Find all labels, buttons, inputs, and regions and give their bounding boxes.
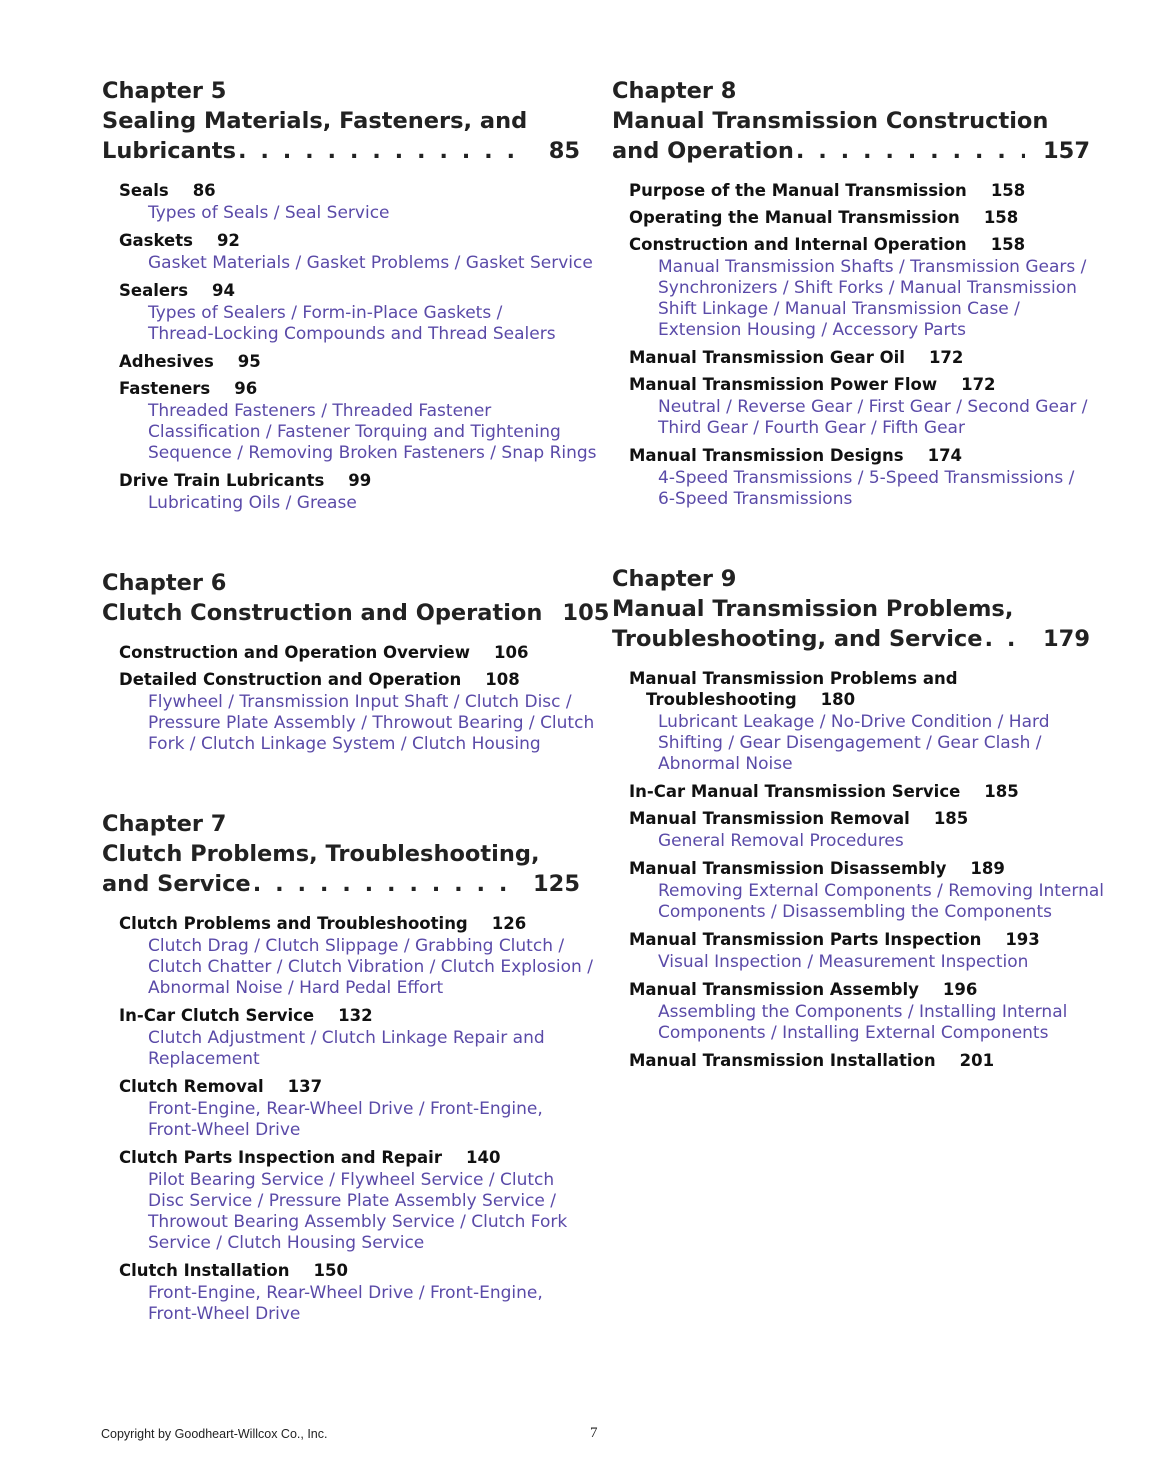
section-page-number: 95 [237, 352, 261, 371]
section-title: Sealers [119, 281, 189, 300]
section-heading[interactable] [119, 470, 580, 491]
section-page-number: 189 [970, 859, 1005, 878]
chapter-number: Chapter 7 [102, 811, 227, 837]
subtopic-list [119, 1028, 580, 1070]
chapter-title-line: Lubricants [102, 138, 236, 164]
section-page-number: 172 [928, 348, 964, 367]
section-page-number: 137 [287, 1077, 323, 1096]
subtopic-line[interactable]: Shift Linkage / Manual Transmission Case / [658, 299, 1020, 319]
section-entry [119, 280, 580, 345]
section-page-number: 196 [942, 980, 978, 999]
dot-leader [983, 624, 1026, 654]
section-entry [119, 1005, 580, 1070]
section-list [612, 180, 1090, 510]
subtopic-line[interactable]: 4-Speed Transmissions / 5-Speed Transmissions / [658, 468, 1075, 488]
section-title: Fasteners [119, 379, 211, 398]
section-entry [119, 1260, 580, 1325]
section-page-number: 108 [485, 670, 520, 689]
section-title: In-Car Manual Transmission Service [629, 782, 961, 801]
chapter-title-line: Manual Transmission Problems, [612, 596, 1014, 622]
chapter-entry [102, 809, 593, 1325]
section-heading[interactable] [119, 230, 580, 251]
section-entry [629, 347, 1090, 368]
section-title: Adhesives [119, 352, 214, 371]
section-page-number: 94 [212, 281, 235, 300]
section-page-number: 172 [961, 375, 996, 394]
section-heading[interactable] [119, 378, 580, 399]
section-entry [119, 642, 580, 663]
chapter-title-leader-line[interactable] [102, 136, 580, 166]
chapter-entry [102, 76, 597, 514]
subtopic-list [119, 1170, 580, 1254]
section-title: In-Car Clutch Service [119, 1006, 315, 1025]
chapter-title-leader-line[interactable] [612, 624, 1090, 654]
section-entry [119, 230, 593, 274]
section-title: Clutch Installation [119, 1261, 290, 1280]
dot-leader [236, 136, 531, 166]
section-entry [119, 180, 580, 224]
section-entry [629, 858, 1104, 923]
chapter-page-number: 125 [533, 871, 580, 897]
section-heading[interactable] [119, 913, 580, 934]
subtopic-line[interactable]: Extension Housing / Accessory Parts [658, 320, 966, 340]
chapter-title-line: and Service [102, 871, 251, 897]
section-title: Operating the Manual Transmission [629, 208, 960, 227]
subtopic-line[interactable]: Neutral / Reverse Gear / First Gear / Second Gear / [658, 397, 1088, 417]
subtopic-line[interactable]: Abnormal Noise / Hard Pedal Effort [148, 978, 444, 998]
section-page-number: 185 [984, 782, 1019, 801]
section-entry [629, 668, 1090, 775]
page-number: 7 [590, 1425, 598, 1441]
section-heading[interactable] [119, 180, 580, 201]
section-title: Manual Transmission Gear Oil [629, 348, 905, 367]
section-heading[interactable] [119, 642, 580, 663]
subtopic-line[interactable]: Components / Installing External Components [658, 1023, 1049, 1043]
subtopic-line[interactable]: Abnormal Noise [658, 754, 793, 774]
subtopic-line[interactable]: Sequence / Removing Broken Fasteners / Snap Rings [148, 443, 597, 463]
subtopic-line[interactable]: Front-Wheel Drive [148, 1120, 301, 1140]
section-page-number: 158 [990, 235, 1026, 254]
section-entry [119, 351, 580, 372]
chapter-title-line: Troubleshooting, and Service [612, 626, 983, 652]
section-title: Purpose of the Manual Transmission [629, 181, 967, 200]
section-list [102, 913, 593, 1325]
chapter-entry [612, 564, 1104, 1071]
chapter-title-line: Clutch Problems, Troubleshooting, [102, 841, 540, 867]
subtopic-line[interactable]: Flywheel / Transmission Input Shaft / Clutch Disc / [148, 692, 572, 712]
subtopic-list [629, 257, 1090, 341]
section-heading[interactable] [629, 668, 1090, 710]
subtopic-line[interactable]: Assembling the Components / Installing Internal [658, 1002, 1068, 1022]
subtopic-line[interactable]: Disc Service / Pressure Plate Assembly Service / [148, 1191, 556, 1211]
subtopic-list [629, 952, 1090, 973]
section-page-number: 201 [959, 1051, 995, 1070]
section-list [102, 180, 597, 514]
subtopic-line[interactable]: General Removal Procedures [658, 831, 904, 851]
section-heading[interactable] [629, 445, 1090, 466]
subtopic-line[interactable]: Third Gear / Fourth Gear / Fifth Gear [658, 418, 965, 438]
subtopic-line[interactable]: Lubricating Oils / Grease [148, 493, 357, 513]
subtopic-list [119, 936, 593, 999]
section-page-number: 140 [465, 1148, 501, 1167]
section-list [102, 642, 595, 755]
subtopic-list [119, 401, 597, 464]
section-entry [119, 470, 580, 514]
section-entry [119, 378, 597, 464]
section-title: Clutch Problems and Troubleshooting [119, 914, 468, 933]
subtopic-line[interactable]: Throwout Bearing Assembly Service / Clutch Fork [148, 1212, 568, 1232]
section-title: Drive Train Lubricants [119, 471, 325, 490]
subtopic-list [629, 1002, 1090, 1044]
section-title: Manual Transmission Removal [629, 809, 910, 828]
section-entry [629, 979, 1090, 1044]
subtopic-line[interactable]: Pressure Plate Assembly / Throwout Bearing / Clutch [148, 713, 595, 733]
subtopic-list [119, 203, 580, 224]
chapter-number: Chapter 8 [612, 78, 737, 104]
subtopic-line[interactable]: Clutch Drag / Clutch Slippage / Grabbing Clutch / [148, 936, 565, 956]
section-heading[interactable] [629, 808, 1090, 829]
subtopic-line[interactable]: Lubricant Leakage / No-Drive Condition / Hard [658, 712, 1050, 732]
section-heading[interactable] [119, 1147, 580, 1168]
section-heading[interactable] [119, 1260, 580, 1281]
section-entry [629, 374, 1090, 439]
section-heading[interactable] [629, 234, 1090, 255]
chapter-title-line: Sealing Materials, Fasteners, and [102, 108, 528, 134]
section-page-number: 150 [313, 1261, 348, 1280]
section-page-number: 193 [1005, 930, 1040, 949]
dot-leader [794, 136, 1025, 166]
section-entry [119, 1076, 580, 1141]
section-entry [629, 781, 1090, 802]
subtopic-list [629, 468, 1090, 510]
section-title: Manual Transmission Power Flow [629, 375, 938, 394]
subtopic-list [119, 493, 580, 514]
subtopic-line[interactable]: Threaded Fasteners / Threaded Fastener [148, 401, 492, 421]
section-title: Detailed Construction and Operation [119, 670, 462, 689]
section-title: Gaskets [119, 231, 193, 250]
subtopic-line[interactable]: Classification / Fastener Torquing and Tightening [148, 422, 561, 442]
toc-left-column [102, 76, 610, 1379]
section-entry [119, 913, 593, 999]
chapter-title-line: Clutch Construction and Operation [102, 600, 543, 626]
section-title: Manual Transmission Designs [629, 446, 904, 465]
chapter-title-line: Manual Transmission Construction [612, 108, 1049, 134]
dot-leader [251, 869, 515, 899]
subtopic-line[interactable]: Front-Engine, Rear-Wheel Drive / Front-Engine, [148, 1283, 543, 1303]
subtopic-line[interactable]: 6-Speed Transmissions [658, 489, 853, 509]
copyright-notice: Copyright by Goodheart-Willcox Co., Inc. [101, 1427, 328, 1441]
section-heading[interactable] [119, 1005, 580, 1026]
subtopic-line[interactable]: Gasket Materials / Gasket Problems / Gasket Service [148, 253, 593, 273]
section-entry [629, 808, 1090, 852]
section-page-number: 99 [348, 471, 372, 490]
subtopic-line[interactable]: Pilot Bearing Service / Flywheel Service / Clutch [148, 1170, 555, 1190]
section-title: Clutch Removal [119, 1077, 264, 1096]
section-page-number: 132 [338, 1006, 373, 1025]
section-entry [629, 234, 1090, 341]
section-heading[interactable] [629, 781, 1090, 802]
chapter-page-number: 157 [1043, 138, 1090, 164]
subtopic-line[interactable]: Manual Transmission Shafts / Transmission Gears / [658, 257, 1087, 277]
subtopic-line[interactable]: Thread-Locking Compounds and Thread Sealers [148, 324, 556, 344]
chapter-number: Chapter 5 [102, 78, 227, 104]
section-heading[interactable] [119, 669, 580, 690]
subtopic-list [119, 1283, 580, 1325]
section-heading[interactable] [629, 858, 1090, 879]
subtopic-list [629, 831, 1090, 852]
section-heading[interactable] [629, 374, 1090, 395]
section-page-number: 106 [494, 643, 529, 662]
section-title: Construction and Internal Operation [629, 235, 967, 254]
subtopic-line[interactable]: Clutch Chatter / Clutch Vibration / Clutch Explosion / [148, 957, 593, 977]
chapter-page-number: 105 [562, 600, 610, 626]
chapter-page-number: 85 [548, 138, 580, 164]
chapter-entry [612, 76, 1090, 510]
section-heading[interactable] [629, 929, 1090, 950]
section-entry [629, 1050, 1090, 1071]
subtopic-line[interactable]: Front-Wheel Drive [148, 1304, 301, 1324]
section-page-number: 86 [192, 181, 216, 200]
subtopic-list [629, 881, 1104, 923]
subtopic-line[interactable]: Fork / Clutch Linkage System / Clutch Housing [148, 734, 541, 754]
section-heading[interactable] [119, 351, 580, 372]
subtopic-list [119, 303, 580, 345]
section-title: Manual Transmission Parts Inspection [629, 930, 982, 949]
subtopic-list [119, 1099, 580, 1141]
subtopic-list [629, 712, 1090, 775]
chapter-number: Chapter 6 [102, 570, 227, 596]
section-heading[interactable] [629, 207, 1090, 228]
chapter-title-line: and Operation [612, 138, 794, 164]
subtopic-line[interactable]: Removing External Components / Removing Internal [658, 881, 1104, 901]
section-entry [629, 207, 1090, 228]
section-heading[interactable] [119, 280, 580, 301]
section-page-number: 158 [983, 208, 1019, 227]
section-page-number: 174 [927, 446, 963, 465]
section-title-line-2: Troubleshooting [646, 690, 797, 709]
section-page-number: 158 [990, 181, 1026, 200]
section-page-number: 185 [933, 809, 969, 828]
section-title: Clutch Parts Inspection and Repair [119, 1148, 442, 1167]
section-page-number: 92 [216, 231, 240, 250]
section-entry [629, 929, 1090, 973]
chapter-entry [102, 568, 610, 755]
toc-right-column [612, 76, 1104, 1125]
subtopic-line[interactable]: Types of Sealers / Form-in-Place Gaskets / [148, 303, 503, 323]
section-entry [629, 445, 1090, 510]
section-page-number: 96 [234, 379, 258, 398]
section-entry [629, 180, 1090, 201]
subtopic-line[interactable]: Components / Disassembling the Components [658, 902, 1052, 922]
section-title: Construction and Operation Overview [119, 643, 470, 662]
section-heading[interactable] [629, 180, 1090, 201]
section-list [612, 668, 1104, 1071]
chapter-title-leader-line[interactable] [102, 869, 580, 899]
section-title-continued [629, 689, 1090, 710]
section-title: Seals [119, 181, 169, 200]
subtopic-line[interactable]: Service / Clutch Housing Service [148, 1233, 425, 1253]
chapter-page-number: 179 [1043, 626, 1090, 652]
chapter-title-leader-line[interactable] [102, 598, 610, 628]
section-page-number: 126 [491, 914, 527, 933]
section-entry [119, 669, 595, 755]
section-title: Manual Transmission Problems and [629, 669, 958, 688]
subtopic-line[interactable]: Visual Inspection / Measurement Inspection [658, 952, 1029, 972]
subtopic-list [119, 253, 593, 274]
section-title: Manual Transmission Installation [629, 1051, 936, 1070]
subtopic-line[interactable]: Types of Seals / Seal Service [148, 203, 390, 223]
section-heading[interactable] [629, 979, 1090, 1000]
subtopic-line[interactable]: Clutch Adjustment / Clutch Linkage Repair and [148, 1028, 545, 1048]
section-entry [119, 1147, 580, 1254]
section-page-number: 180 [820, 690, 856, 709]
subtopic-line[interactable]: Synchronizers / Shift Forks / Manual Transmission [658, 278, 1077, 298]
chapter-number: Chapter 9 [612, 566, 737, 592]
subtopic-line[interactable]: Replacement [148, 1049, 260, 1069]
section-title: Manual Transmission Assembly [629, 980, 919, 999]
section-heading[interactable] [629, 1050, 1090, 1071]
subtopic-line[interactable]: Shifting / Gear Disengagement / Gear Clash / [658, 733, 1042, 753]
chapter-title-leader-line[interactable] [612, 136, 1090, 166]
section-title: Manual Transmission Disassembly [629, 859, 947, 878]
subtopic-list [629, 397, 1090, 439]
subtopic-list [119, 692, 595, 755]
section-heading[interactable] [119, 1076, 580, 1097]
section-heading[interactable] [629, 347, 1090, 368]
subtopic-line[interactable]: Front-Engine, Rear-Wheel Drive / Front-Engine, [148, 1099, 543, 1119]
